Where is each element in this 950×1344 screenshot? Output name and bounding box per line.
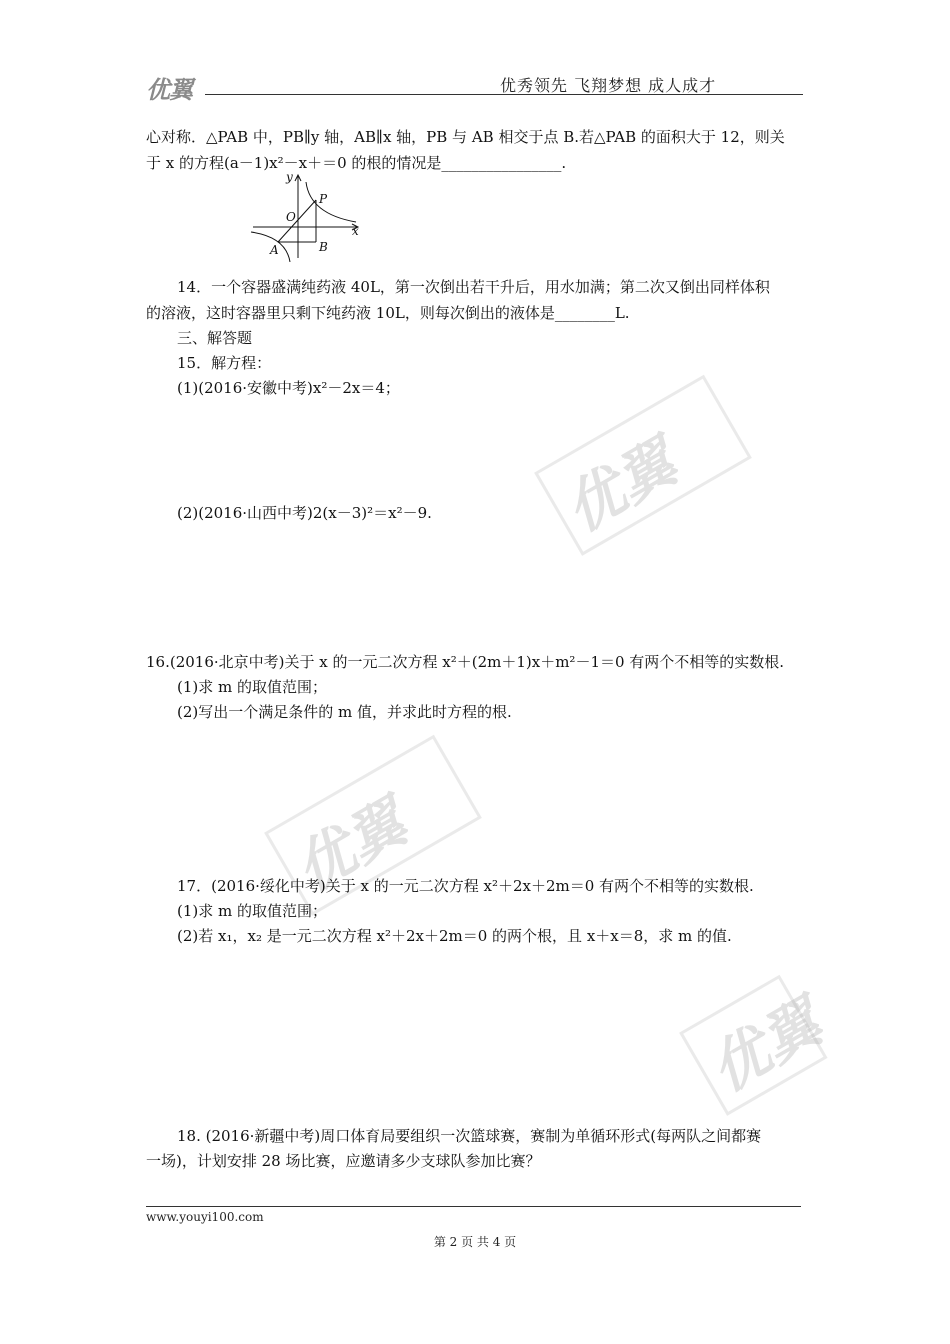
q13-line1: 心对称．△PAB 中，PB∥y 轴，AB∥x 轴，PB 与 AB 相交于点 B.若△PAB 的面积大于 12，则关: [146, 128, 785, 146]
coordinate-figure: [248, 170, 368, 262]
watermark: [692, 977, 834, 1108]
q18-line2: 一场)，计划安排 28 场比赛，应邀请多少支球队参加比赛？: [146, 1152, 541, 1170]
q17-part1: (1)求 m 的取值范围；: [177, 902, 328, 920]
footer-rule: [146, 1206, 801, 1207]
q14-line2: 的溶液，这时容器里只剩下纯药液 10L，则每次倒出的液体是________L.: [146, 304, 630, 322]
watermark-text: 优翼: [698, 987, 833, 1105]
q15-part2: (2)(2016·山西中考)2(x－3)²＝x²－9.: [177, 504, 432, 522]
brand-logo: 优翼: [146, 76, 192, 104]
header-slogan: 优秀领先 飞翔梦想 成人成才: [500, 76, 717, 95]
page-number: 第 2 页 共 4 页: [433, 1235, 517, 1249]
q13-line2: 于 x 的方程(a－1)x²－x＋＝0 的根的情况是________________.: [146, 154, 567, 172]
q14-line1: 14．一个容器盛满纯药液 40L，第一次倒出若干升后，用水加满；第二次又倒出同样体积: [177, 278, 770, 296]
watermark-frame: [679, 975, 827, 1116]
watermark-text: 优翼: [553, 427, 688, 545]
figure-label-x: x: [352, 224, 359, 238]
q16-part1: (1)求 m 的取值范围；: [177, 678, 328, 696]
watermark-frame: [534, 375, 752, 556]
figure-label-b: B: [319, 240, 328, 254]
figure-graph: [248, 170, 368, 262]
q15-part1: (1)(2016·安徽中考)x²－2x＝4；: [177, 379, 400, 397]
figure-label-o: O: [286, 210, 296, 224]
q16-part2: (2)写出一个满足条件的 m 值，并求此时方程的根.: [177, 703, 512, 721]
watermark: [547, 417, 689, 548]
figure-label-a: A: [270, 243, 279, 257]
figure-label-y: y: [286, 170, 293, 184]
watermark-text: 优翼: [283, 787, 418, 905]
figure-label-p: P: [319, 192, 328, 206]
q17-part2: (2)若 x₁，x₂ 是一元二次方程 x²＋2x＋2m＝0 的两个根，且 x＋x＝8，求 m 的值.: [177, 927, 732, 945]
q17-stem: 17．(2016·绥化中考)关于 x 的一元二次方程 x²＋2x＋2m＝0 有两个不相等的实数根.: [177, 877, 754, 895]
q15-stem: 15．解方程：: [177, 354, 272, 372]
q18-line1: 18. (2016·新疆中考)周口体育局要组织一次篮球赛，赛制为单循环形式(每两队之间都赛: [177, 1127, 762, 1145]
footer-url-link[interactable]: www.youyi100.com: [146, 1210, 264, 1224]
section-title: 三、解答题: [177, 329, 253, 347]
q16-stem: 16.(2016·北京中考)关于 x 的一元二次方程 x²＋(2m＋1)x＋m²－1＝0 有两个不相等的实数根.: [146, 653, 785, 671]
